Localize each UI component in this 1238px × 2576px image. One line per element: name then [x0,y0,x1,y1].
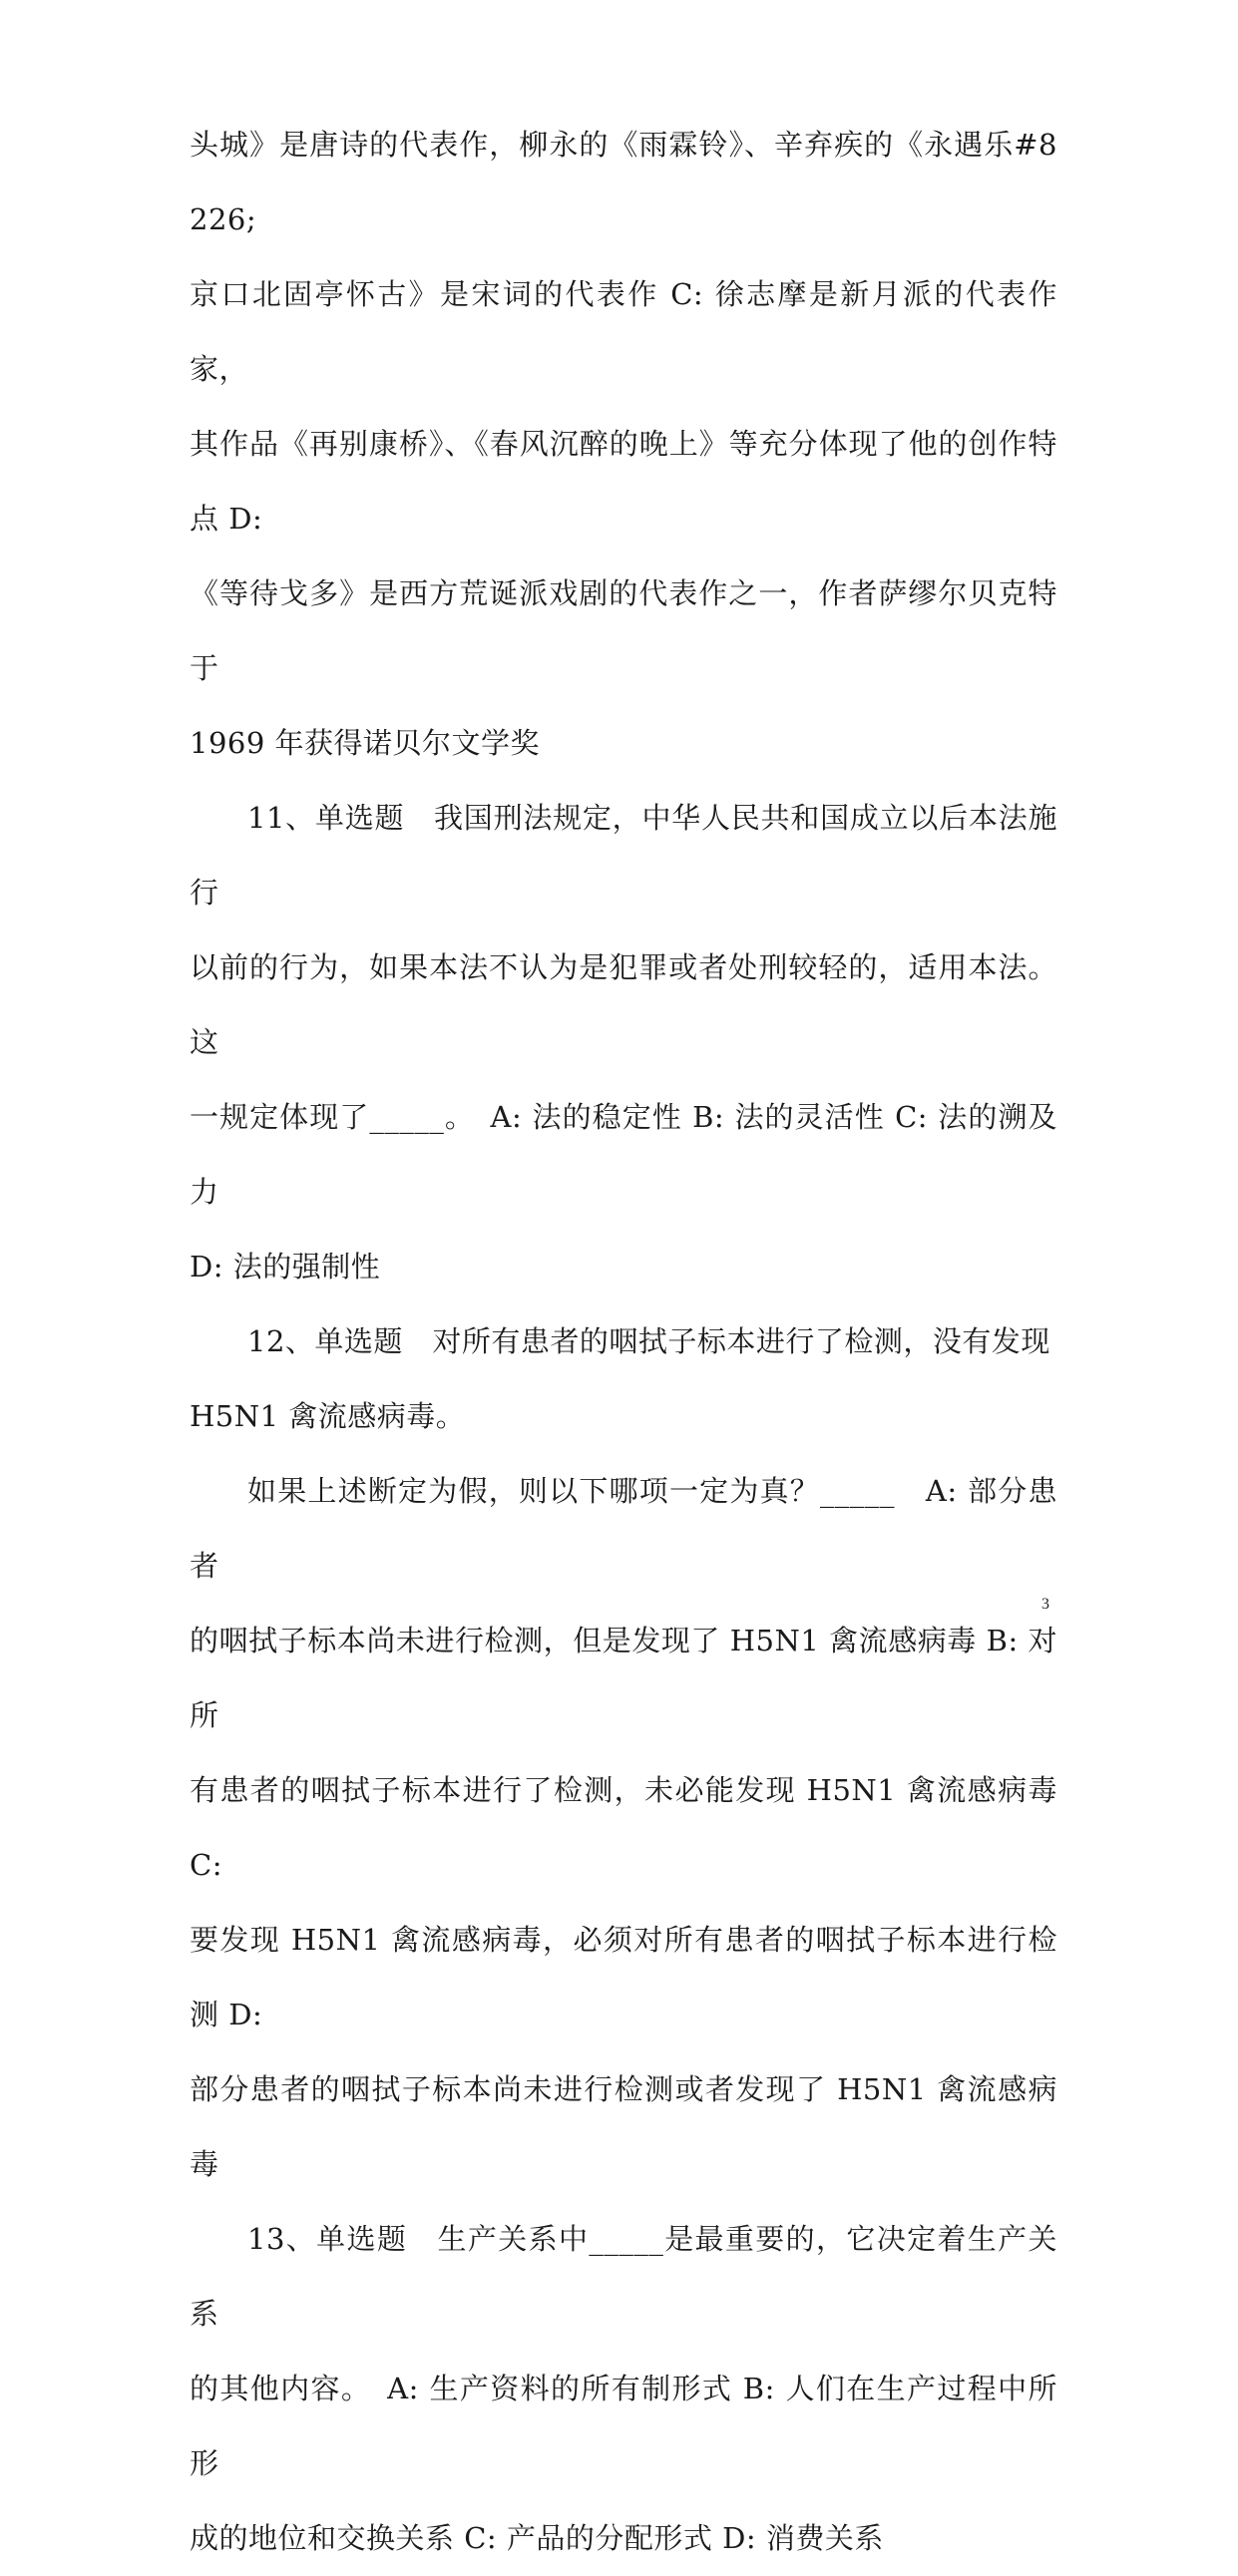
text-line: 以前的行为，如果本法不认为是犯罪或者处刑较轻的，适用本法。这 [190,950,1057,1059]
question-text-block [190,108,1057,2576]
text-line: 有患者的咽拭子标本进行了检测，未必能发现 H5N1 禽流感病毒 C: [190,1773,1057,1882]
text-line: 要发现 H5N1 禽流感病毒，必须对所有患者的咽拭子标本进行检测 D: [190,1923,1057,2031]
text-line: 部分患者的咽拭子标本尚未进行检测或者发现了 H5N1 禽流感病毒 [190,2072,1057,2181]
text-line: 的其他内容。 A: 生产资料的所有制形式 B: 人们在生产过程中所形 [190,2372,1057,2480]
text-line: 头城》是唐诗的代表作，柳永的《雨霖铃》、辛弃疾的《永遇乐#8226; [190,128,1057,236]
text-line: 13、单选题 生产关系中_____是最重要的，它决定着生产关系 [190,2222,1057,2331]
text-line: 如果上述断定为假，则以下哪项一定为真？_____ A: 部分患者 [190,1474,1057,1583]
text-line: 京口北固亭怀古》是宋词的代表作 C: 徐志摩是新月派的代表作家， [190,277,1057,386]
text-line: 其作品《再别康桥》、《春风沉醉的晚上》等充分体现了他的创作特点 D: [190,427,1057,536]
text-line: 12、单选题 对所有患者的咽拭子标本进行了检测，没有发现 [247,1324,1050,1358]
page-number: 3 [1041,1596,1049,1613]
text-line: 成的地位和交换关系 C: 产品的分配形式 D: 消费关系 [190,2521,884,2555]
paragraph-q13 [190,2202,1057,2576]
text-line: 11、单选题 我国刑法规定，中华人民共和国成立以后本法施行 [190,801,1057,910]
text-line: 一规定体现了_____。 A: 法的稳定性 B: 法的灵活性 C: 法的溯及力 [190,1100,1057,1209]
text-line: D: 法的强制性 [190,1250,381,1284]
text-line: 《等待戈多》是西方荒诞派戏剧的代表作之一，作者萨缪尔贝克特于 [190,576,1057,685]
paragraph-q10-continuation [190,108,1057,781]
text-line: 1969 年获得诺贝尔文学奖 [190,726,541,760]
text-line: 的咽拭子标本尚未进行检测，但是发现了 H5N1 禽流感病毒 B: 对所 [190,1624,1057,1732]
text-line: H5N1 禽流感病毒。 [190,1399,466,1433]
paragraph-q11 [190,781,1057,1304]
paragraph-q12 [190,1304,1057,1454]
paragraph-q12-options [190,1454,1057,2202]
